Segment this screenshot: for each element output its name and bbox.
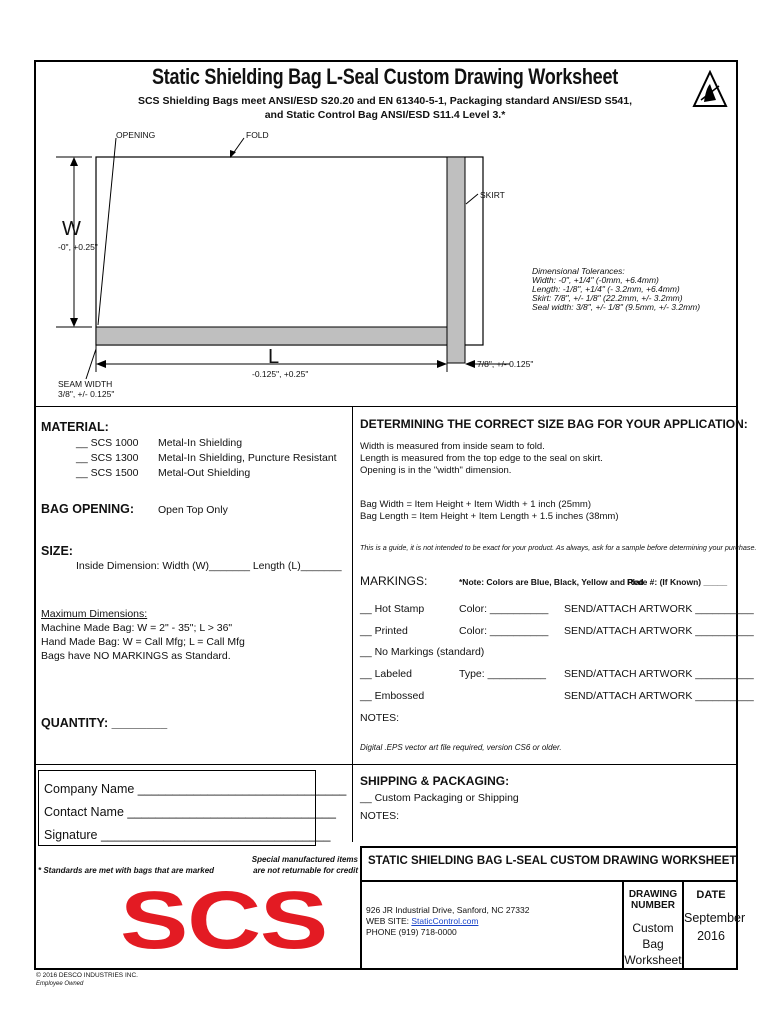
- length-letter: L: [268, 346, 280, 368]
- material-heading: MATERIAL:: [41, 420, 109, 434]
- quantity-field[interactable]: QUANTITY: ________: [41, 716, 168, 730]
- column-divider: [352, 406, 353, 842]
- embossed-artwork-field[interactable]: SEND/ATTACH ARTWORK __________: [564, 690, 754, 702]
- guide-note: This is a guide, it is not intended to be exact for your product. As always, ask for a sample before determining your purchase.: [360, 543, 757, 552]
- length-tolerance: -0.125", +0.25": [252, 369, 309, 379]
- bag-opening-heading: BAG OPENING:: [41, 502, 135, 516]
- shipping-heading: SHIPPING & PACKAGING:: [360, 774, 510, 788]
- scs-logo: SCS: [120, 875, 328, 966]
- special-items-note: Special manufactured items are not returnable for credit: [251, 855, 358, 875]
- material-option-scs1300[interactable]: __ SCS 1300: [76, 452, 139, 464]
- maximum-dimensions: Maximum Dimensions: Machine Made Bag: W = 2" - 35"; L > 36" Hand Made Bag: W = Call Mfg; L = Call Mfg Bags have NO MARKINGS as Standard.: [41, 608, 245, 662]
- width-letter: W: [62, 218, 81, 240]
- marking-option-labeled[interactable]: __ Labeled: [360, 668, 412, 680]
- size-inside-dimension[interactable]: Inside Dimension: Width (W)_______ Length (L)_______: [76, 560, 342, 572]
- skirt-label: SKIRT: [480, 190, 505, 200]
- standards-footnote: * Standards are met with bags that are marked: [38, 866, 215, 875]
- employee-owned: Employee Owned: [36, 981, 84, 987]
- esd-warning-icon: [692, 70, 728, 110]
- marking-option-no-markings[interactable]: __ No Markings (standard): [360, 646, 485, 658]
- determining-definitions: Width is measured from inside seam to fold. Length is measured from the top edge to the seal on skirt. Opening is in the "width" dimension.: [360, 441, 603, 476]
- labeled-type-field[interactable]: Type: __________: [459, 668, 546, 680]
- shipping-divider: [34, 764, 738, 765]
- hot-stamp-color-field[interactable]: Color: __________: [459, 603, 549, 615]
- page-title: Static Shielding Bag L-Seal Custom Drawing Worksheet: [151, 64, 619, 89]
- printed-artwork-field[interactable]: SEND/ATTACH ARTWORK __________: [564, 625, 754, 637]
- dimensional-tolerances: Dimensional Tolerances: Width: -0", +1/4" (-0mm, +6.4mm) Length: -1/8", +1/4" (- 3.2mm, +6.4mm) Skirt: 7/8", +/- 1/8" (22.2mm, +/- 3.2mm) Seal width: 3/8", +/- 1/8" (9.5mm, +/- 3.2mm): [532, 266, 701, 312]
- opening-label: OPENING: [116, 130, 156, 140]
- section-divider: [34, 406, 738, 407]
- hot-stamp-artwork-field[interactable]: SEND/ATTACH ARTWORK __________: [564, 603, 754, 615]
- title-block-title: STATIC SHIELDING BAG L-SEAL CUSTOM DRAWING WORKSHEET: [368, 855, 737, 867]
- material-codes[interactable]: [76, 436, 138, 481]
- shipping-notes-label: NOTES:: [360, 810, 400, 822]
- date-label: DATE: [696, 889, 726, 901]
- company-address-block: 926 JR Industrial Drive, Sanford, NC 27332 WEB SITE: StaticControl.com PHONE (919) 718-0000: [366, 905, 530, 937]
- material-option-scs1000[interactable]: __ SCS 1000: [76, 437, 139, 449]
- labeled-artwork-field[interactable]: SEND/ATTACH ARTWORK __________: [564, 668, 754, 680]
- custom-packaging-option[interactable]: __ Custom Packaging or Shipping: [360, 792, 519, 804]
- date-value: September 2016: [684, 911, 746, 943]
- material-option-scs1500[interactable]: __ SCS 1500: [76, 467, 139, 479]
- plate-number-field[interactable]: Plate #: (If Known) _____: [627, 577, 728, 587]
- page-subtitle: SCS Shielding Bags meet ANSI/ESD S20.20 and EN 61340-5-1, Packaging standard ANSI/ESD S541, and Static Control Bag ANSI/ESD S11.4 Level 3.*: [137, 95, 633, 121]
- copyright: © 2016 DESCO INDUSTRIES INC.: [36, 972, 138, 979]
- contact-name-field[interactable]: Contact Name ______________________________: [44, 805, 336, 819]
- company-name-field[interactable]: Company Name ______________________________: [44, 782, 347, 796]
- signature-field[interactable]: Signature _________________________________: [44, 828, 331, 842]
- size-heading: SIZE:: [41, 544, 73, 558]
- drawing-number-value: Custom Bag Worksheet: [624, 921, 682, 967]
- fold-label: FOLD: [246, 130, 269, 140]
- marking-option-embossed[interactable]: __ Embossed: [360, 690, 425, 702]
- width-tolerance: -0", +0.25": [58, 242, 98, 252]
- marking-option-hot-stamp[interactable]: __ Hot Stamp: [360, 603, 425, 615]
- determining-formulas: Bag Width = Item Height + Item Width + 1 inch (25mm) Bag Length = Item Height + Item Length + 1.5 inches (38mm): [360, 499, 619, 522]
- skirt-tolerance: 7/8", +/- 0.125": [477, 359, 534, 369]
- printed-color-field[interactable]: Color: __________: [459, 625, 549, 637]
- markings-notes-label: NOTES:: [360, 712, 400, 724]
- material-descriptions: Metal-In Shielding Metal-In Shielding, Puncture Resistant Metal-Out Shielding: [158, 437, 337, 479]
- website-link[interactable]: StaticControl.com: [411, 916, 479, 926]
- drawing-number-label: DRAWING NUMBER: [628, 889, 678, 911]
- bag-opening-value: Open Top Only: [158, 504, 228, 516]
- markings-colors-note: *Note: Colors are Blue, Black, Yellow and Red: [459, 577, 644, 587]
- seam-width-label: SEAM WIDTH 3/8", +/- 0.125": [58, 379, 115, 399]
- marking-option-printed[interactable]: __ Printed: [360, 625, 408, 637]
- determining-heading: DETERMINING THE CORRECT SIZE BAG FOR YOUR APPLICATION:: [360, 417, 748, 431]
- markings-heading: MARKINGS:: [360, 574, 428, 588]
- digital-art-note: Digital .EPS vector art file required, version CS6 or older.: [360, 743, 562, 752]
